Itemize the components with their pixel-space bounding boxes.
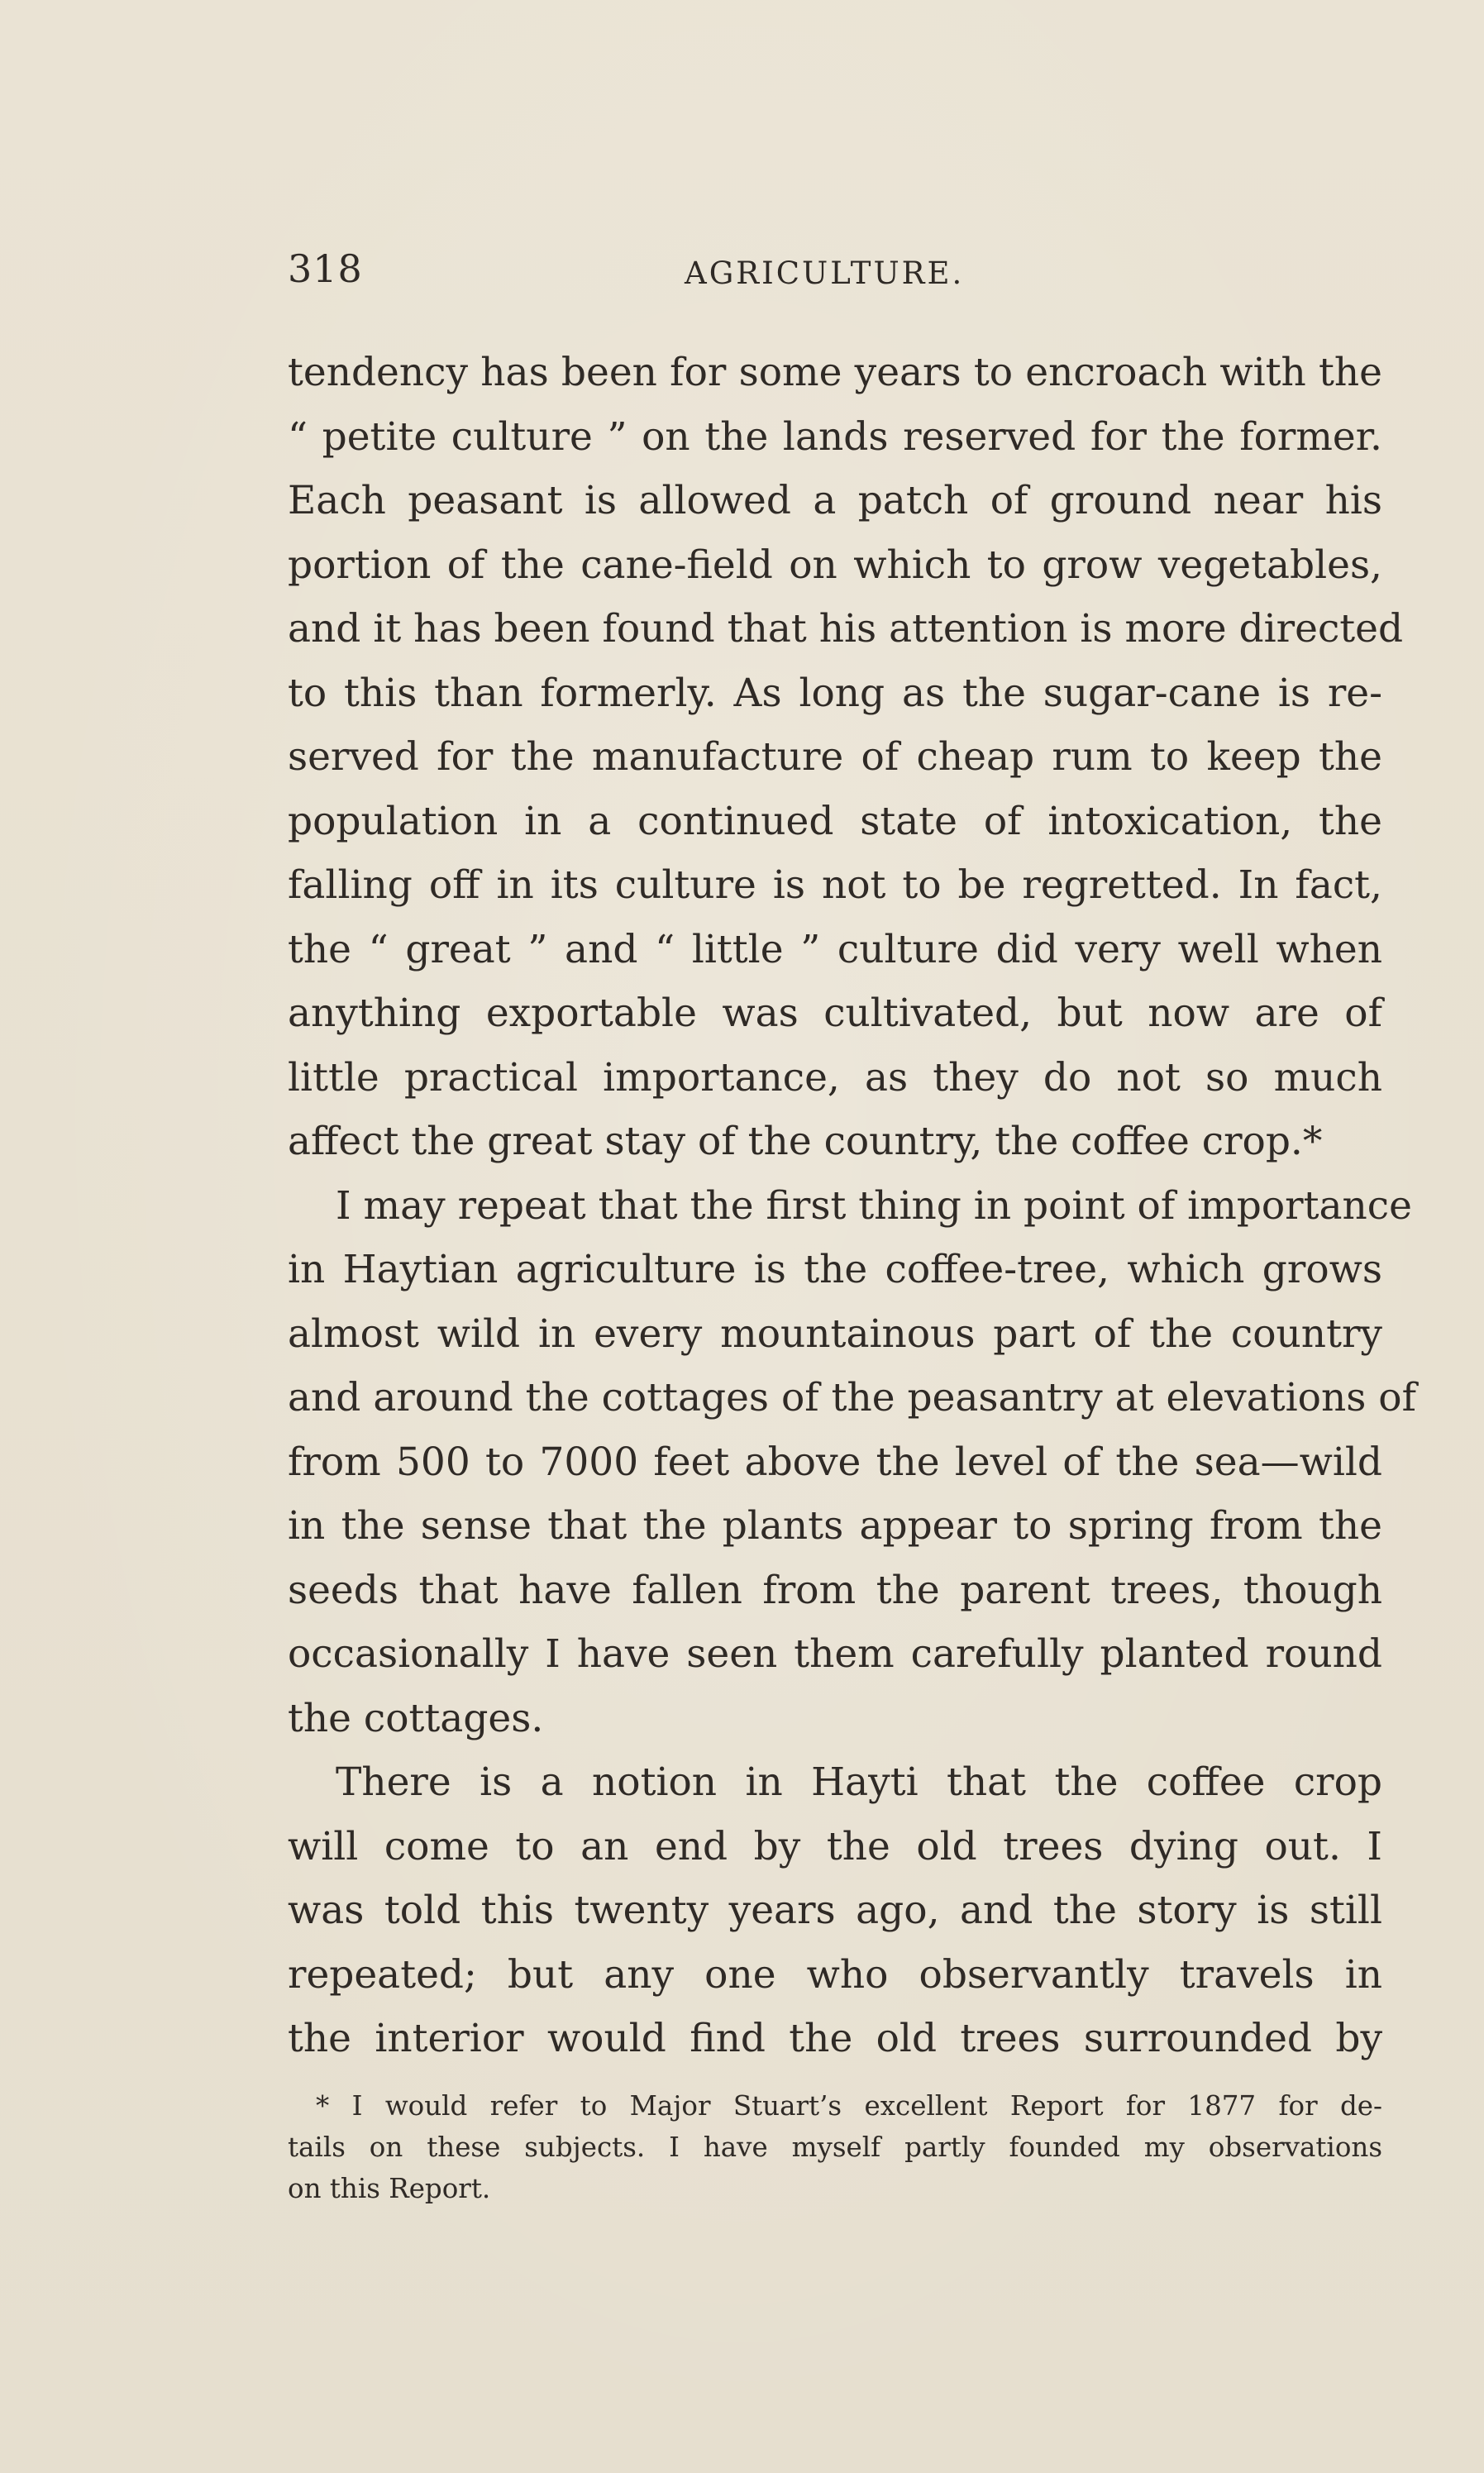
text-line: portion of the cane-field on which to grow vegetables, [288,542,1382,588]
text-line: little practical importance, as they do not so much [288,1054,1382,1100]
footnote-line: tails on these subjects. I have myself partly founded my observations [288,2132,1382,2163]
text-line: the interior would find the old trees surrounded by [288,2016,1382,2061]
text-line: There is a notion in Hayti that the coffee crop [336,1759,1382,1805]
text-line: from 500 to 7000 feet above the level of the sea—wild [288,1439,1382,1485]
body-text [288,341,1416,2071]
text-line: falling off in its culture is not to be regretted. In fact, [288,862,1382,908]
chapter-title: AGRICULTURE. [685,255,965,291]
text-line: occasionally I have seen them carefully planted round [288,1631,1382,1677]
text-line: was told this twenty years ago, and the story is still [288,1888,1382,1933]
page-number: 318 [288,246,363,291]
text-line: seeds that have fallen from the parent trees, though [288,1567,1382,1613]
text-line: tendency has been for some years to encroach with the [288,350,1382,395]
text-line: and it has been found that his attention is more directed [288,606,1404,652]
text-line: almost wild in every mountainous part of the country [288,1310,1382,1357]
text-line: to this than formerly. As long as the sugar-cane is re- [288,670,1382,716]
text-line: anything exportable was cultivated, but now are of [288,991,1382,1036]
text-line: Each peasant is allowed a patch of ground near his [288,478,1382,523]
text-line: the “ great ” and “ little ” culture did very well when [288,926,1382,972]
text-line: will come to an end by the old trees dying out. I [288,1823,1382,1869]
text-line: repeated; but any one who observantly travels in [288,1951,1382,1998]
text-line: I may repeat that the first thing in point of importance [336,1182,1412,1229]
footnote-line: on this Report. [288,2173,491,2204]
text-line: the cottages. [288,1695,544,1741]
text-line: in Haytian agriculture is the coffee-tree, which grows [288,1247,1382,1292]
text-line: affect the great stay of the country, the coffee crop.* [288,1119,1323,1164]
footnote [288,2085,1382,2209]
footnote-line: * I would refer to Major Stuart’s excellent Report for 1877 for de- [316,2090,1382,2122]
text-line: in the sense that the plants appear to spring from the [288,1503,1382,1549]
running-head [288,240,1382,298]
text-line: and around the cottages of the peasantry at elevations of [288,1375,1416,1420]
text-line: population in a continued state of intoxication, the [288,798,1382,844]
text-line: “ petite culture ” on the lands reserved for the former. [288,413,1382,460]
text-line: served for the manufacture of cheap rum to keep the [288,734,1382,780]
